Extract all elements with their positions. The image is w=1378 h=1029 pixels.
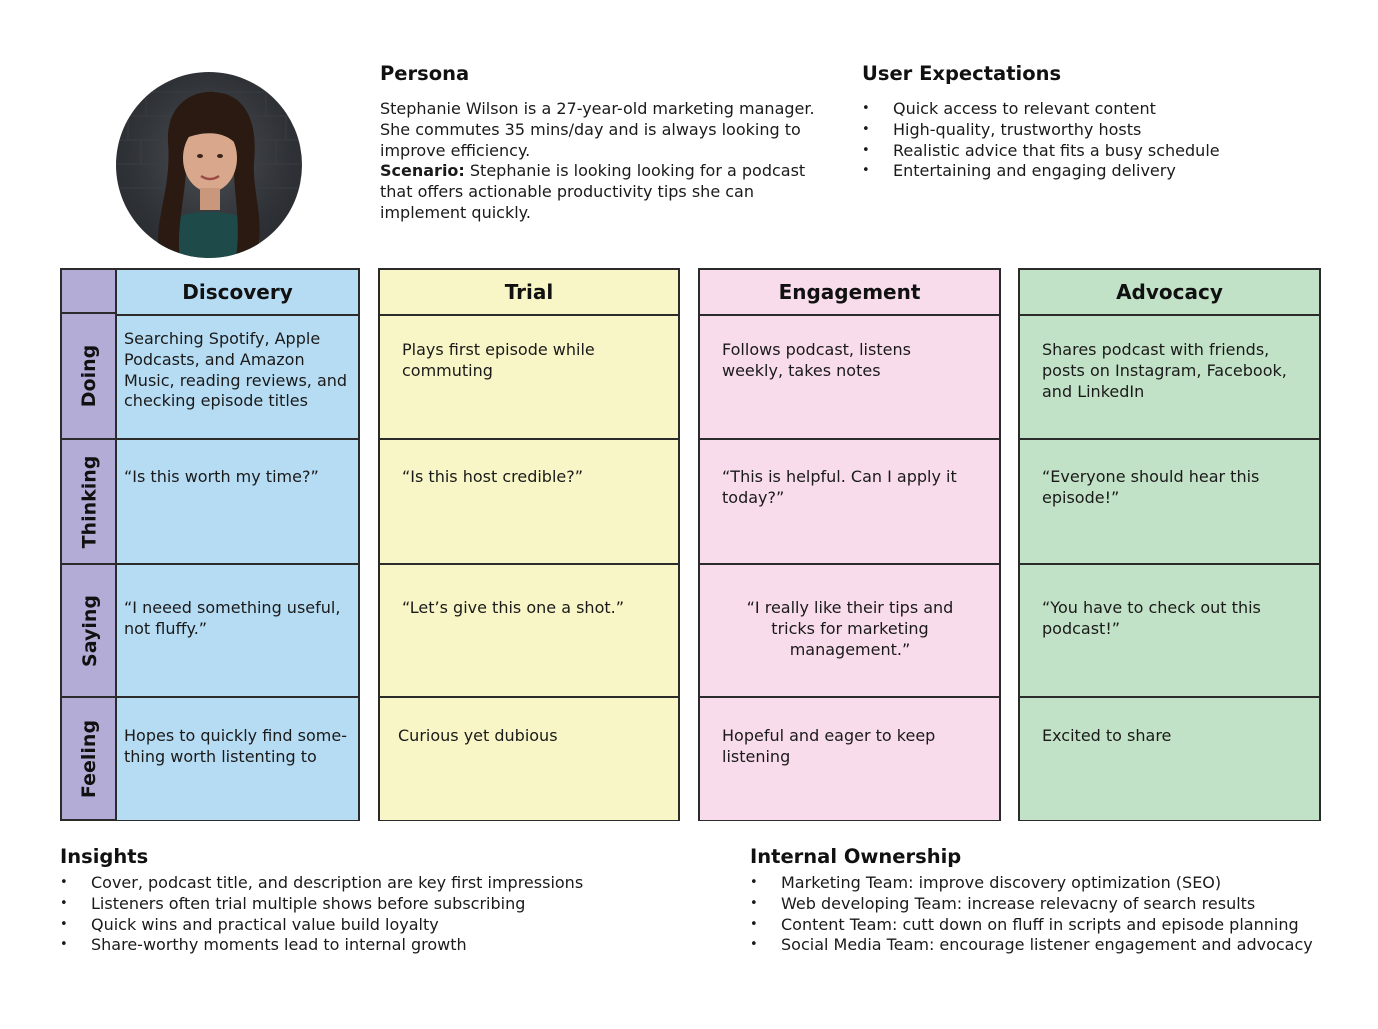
ownership-heading: Internal Ownership [750, 845, 962, 868]
ownership-list [750, 873, 1313, 956]
expectation-item: • High-quality, trustworthy hosts [862, 120, 1220, 141]
insight-item: • Cover, podcast title, and description are key first impressions [60, 873, 583, 894]
row-label-feeling: Feeling [78, 719, 101, 799]
advocacy-saying: “You have to check out this podcast!” [1042, 598, 1261, 638]
stage-title: Trial [380, 270, 678, 316]
expectations-heading: User Expectations [862, 62, 1062, 85]
engagement-saying: “I really like their tips and tricks for marketing management.” [746, 598, 954, 659]
expectation-item: • Quick access to relevant content [862, 99, 1220, 120]
engagement-feeling: Hopeful and eager to keep listening [722, 726, 936, 766]
insight-item: • Share-worthy moments lead to internal growth [60, 935, 583, 956]
persona-description [380, 99, 830, 224]
insights-list [60, 873, 583, 956]
ownership-item: • Marketing Team: improve discovery optimization (SEO) [750, 873, 1313, 894]
persona-intro: Stephanie Wilson is a 27-year-old marketing manager. She commutes 35 mins/day and is always looking to improve efficiency. [380, 99, 815, 160]
stage-title: Advocacy [1020, 270, 1319, 316]
trial-thinking: “Is this host credible?” [402, 467, 584, 486]
discovery-saying: “I neeed something useful, not fluffy.” [124, 598, 341, 638]
trial-feeling: Curious yet dubious [398, 726, 558, 745]
expectations-list [862, 99, 1220, 182]
expectation-item: • Realistic advice that fits a busy schedule [862, 141, 1220, 162]
row-label-doing: Doing [78, 344, 101, 408]
stage-title: Engagement [700, 270, 999, 316]
persona-heading: Persona [380, 62, 470, 85]
engagement-thinking: “This is helpful. Can I apply it today?” [722, 467, 957, 507]
engagement-doing: Follows podcast, listens weekly, takes notes [722, 340, 911, 380]
stage-trial [378, 268, 680, 821]
row-labels [60, 268, 117, 821]
advocacy-thinking: “Everyone should hear this episode!” [1042, 467, 1260, 507]
persona-photo [116, 72, 302, 258]
stage-discovery [115, 268, 360, 821]
persona-avatar [116, 72, 302, 258]
scenario-label: Scenario: [380, 161, 465, 181]
row-label-thinking: Thinking [78, 455, 101, 548]
insight-item: • Listeners often trial multiple shows before subscribing [60, 894, 583, 915]
expectation-item: • Entertaining and engaging delivery [862, 161, 1220, 182]
ownership-item: • Content Team: cutt down on fluff in scripts and episode planning [750, 915, 1313, 936]
advocacy-doing: Shares podcast with friends, posts on Instagram, Facebook, and LinkedIn [1042, 340, 1287, 401]
stage-advocacy [1018, 268, 1321, 821]
discovery-doing: Searching Spotify, Apple Podcasts, and Amazon Music, reading reviews, and checking episode titles [124, 329, 348, 411]
advocacy-feeling: Excited to share [1042, 726, 1172, 745]
discovery-thinking: “Is this worth my time?” [124, 467, 319, 486]
stage-title: Discovery [117, 270, 358, 316]
trial-doing: Plays first episode while commuting [402, 340, 595, 380]
insight-item: • Quick wins and practical value build loyalty [60, 915, 583, 936]
scenario-text: Stephanie is looking looking for a podcast that offers actionable productivity tips she can implement quickly. [380, 161, 806, 222]
stage-engagement [698, 268, 1001, 821]
ownership-item: • Social Media Team: encourage listener engagement and advocacy [750, 935, 1313, 956]
row-label-saying: Saying [78, 594, 101, 667]
trial-saying: “Let’s give this one a shot.” [402, 598, 624, 617]
insights-heading: Insights [60, 845, 149, 868]
discovery-feeling: Hopes to quickly find some-thing worth listenting to [124, 726, 347, 766]
ownership-item: • Web developing Team: increase relevacny of search results [750, 894, 1313, 915]
